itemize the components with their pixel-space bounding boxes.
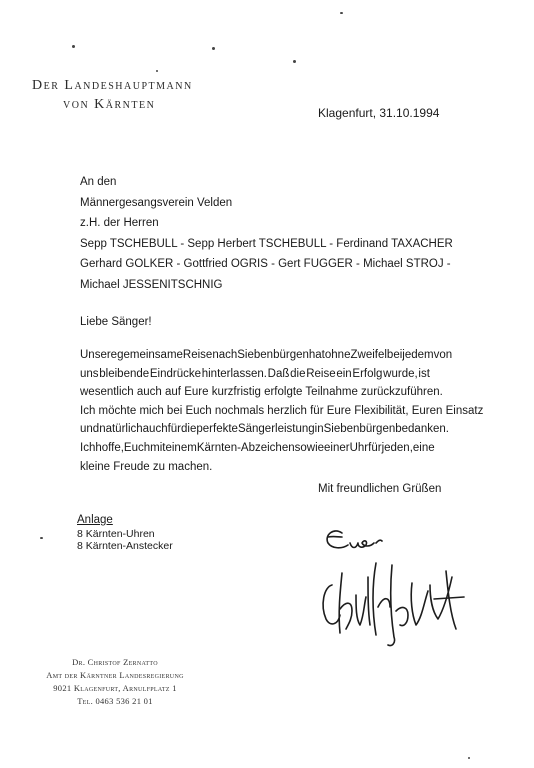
body-line (80, 420, 449, 439)
footer-line: Amt der Kärntner Landesregierung (46, 670, 184, 680)
body-word: Erfolg (352, 367, 383, 380)
recipient-line: An den (80, 176, 117, 188)
body-word: Kärnten-Abzeichen (196, 441, 295, 454)
body-word: Zweifel (350, 349, 387, 361)
body-word: die (181, 423, 197, 436)
body-word: uns (80, 367, 99, 380)
scan-speck (40, 537, 43, 539)
footer-line: 9021 Klagenfurt, Arnulfplatz 1 (53, 683, 177, 693)
body-word: bei (386, 349, 403, 361)
body-word: ohne (324, 349, 351, 361)
body-word: in (314, 423, 324, 436)
body-word: wurde, (383, 367, 418, 380)
body-word: Siebenbürgen (323, 423, 396, 436)
recipient-line: Männergesangsverein Velden (80, 196, 233, 209)
body-word: ein (336, 367, 352, 380)
scan-speck (156, 70, 158, 72)
recipient-line: Michael JESSENITSCHNIG (80, 278, 223, 291)
letter-body (80, 346, 484, 476)
sender-footer (30, 656, 200, 708)
scan-speck (293, 60, 296, 63)
scan-speck (72, 45, 75, 48)
body-line: wesentlich auch auf Eure kurzfristig erfolgte Teilnahme zurückzuführen. (80, 386, 443, 399)
salutation: Liebe Sänger! (80, 316, 152, 328)
body-word: natürlich (99, 423, 143, 436)
enclosure-item: 8 Kärnten-Uhren (77, 527, 155, 540)
letter-date: Klagenfurt, 31.10.1994 (318, 106, 440, 120)
body-word: einem (165, 441, 197, 454)
enclosure-title: Anlage (77, 514, 113, 526)
body-word: ist (418, 367, 430, 380)
body-word: perfekte (196, 423, 238, 436)
scan-speck (340, 12, 343, 14)
body-word: Sängerleistung (237, 423, 315, 436)
body-word: nach (212, 349, 238, 361)
closing-greeting: Mit freundlichen Grüßen (318, 483, 442, 495)
body-word: mit (150, 441, 166, 454)
handwritten-signature (312, 515, 472, 650)
body-word: Reise (182, 349, 213, 361)
body-word: Ich (80, 441, 96, 454)
body-word: für (167, 423, 182, 436)
body-word: und (80, 423, 100, 436)
body-word: jedem (402, 349, 434, 361)
enclosure-item: 8 Kärnten-Anstecker (77, 540, 173, 552)
body-word: Daß (267, 367, 290, 380)
body-word: Unsere (80, 349, 118, 361)
body-word: auch (142, 423, 168, 436)
body-line: kleine Freude zu machen. (80, 460, 213, 473)
scan-speck (468, 757, 470, 759)
body-word: die (290, 367, 306, 380)
recipient-line: Gerhard GOLKER - Gottfried OGRIS - Gert FUGGER - Michael STROJ - (80, 258, 451, 271)
body-word: für (368, 441, 382, 454)
body-word: hat (308, 349, 325, 361)
letterhead-subtitle: von Kärnten (63, 97, 156, 112)
body-word: jeden, (381, 441, 413, 454)
scan-speck (212, 47, 215, 50)
body-word: Siebenbürgen (237, 349, 309, 361)
body-word: Eindrücke (149, 367, 202, 380)
body-word: eine (412, 441, 435, 454)
body-line: Ich möchte mich bei Euch nochmals herzlich für Eure Flexibilität, Euren Einsatz (80, 404, 484, 417)
body-line (80, 365, 430, 384)
body-word: bleibende (99, 367, 150, 380)
footer-line: Dr. Christof Zernatto (72, 657, 158, 667)
recipient-block (80, 172, 453, 296)
body-word: hinterlassen. (201, 367, 267, 380)
body-word: hoffe, (95, 441, 124, 454)
footer-line: Tel. 0463 536 21 01 (77, 696, 153, 706)
body-word: einer (324, 441, 350, 454)
body-word: Reise (306, 367, 336, 380)
body-word: sowie (294, 441, 325, 454)
body-word: gemeinsame (117, 349, 183, 361)
body-line (80, 346, 453, 365)
recipient-line: z.H. der Herren (80, 217, 159, 230)
body-word: Euch (123, 441, 151, 454)
letterhead-title: Der Landeshauptmann (32, 78, 193, 93)
body-word: von (433, 349, 453, 361)
body-line (80, 439, 435, 458)
enclosure-block (77, 514, 173, 553)
recipient-line: Sepp TSCHEBULL - Sepp Herbert TSCHEBULL - Ferdinand TAXACHER (80, 237, 453, 250)
body-word: Uhr (349, 441, 369, 454)
body-word: bedanken. (395, 423, 449, 436)
